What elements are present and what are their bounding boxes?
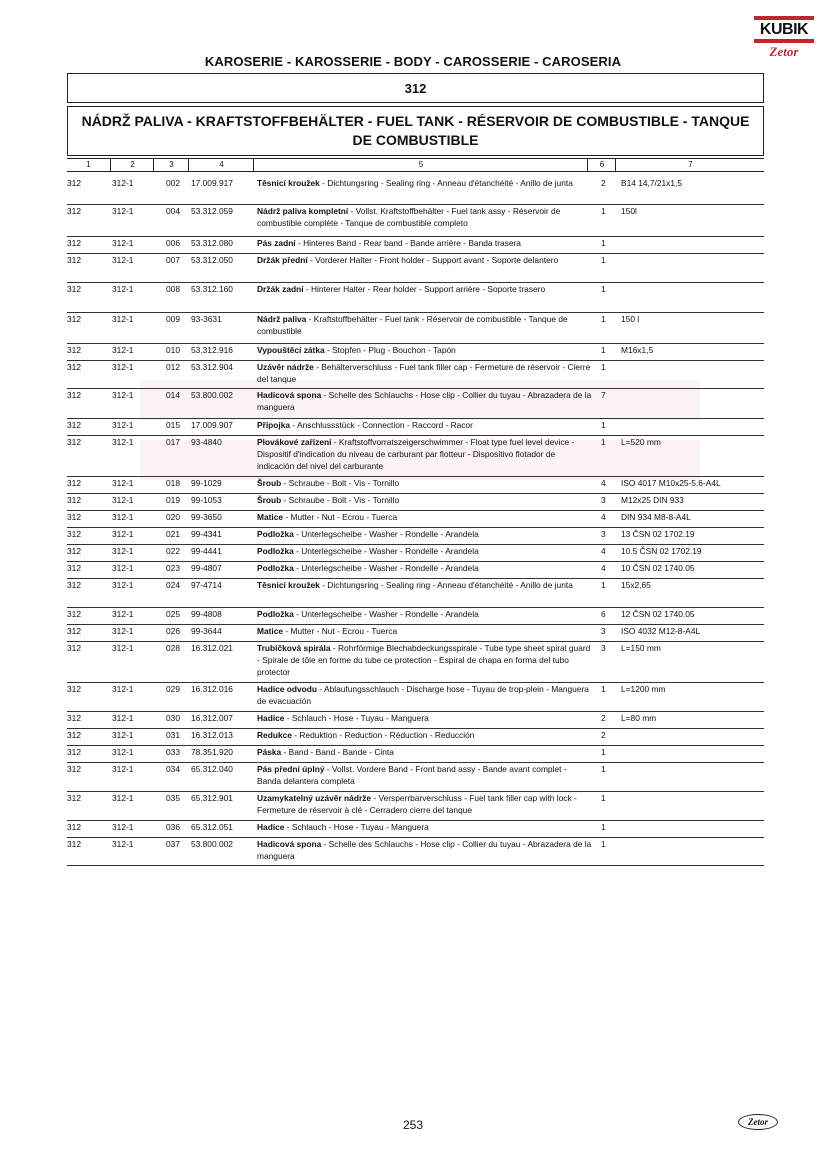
cell-quantity: 1 <box>601 362 606 372</box>
cell-note: L=80 mm <box>621 713 657 723</box>
cell-c1: 312 <box>67 206 81 216</box>
group-number-box <box>67 73 764 103</box>
cell-description <box>257 625 593 637</box>
description-translations: - Vollst. Vordere Band - Front band assy - Bande avant complet - Banda delantera completa <box>257 764 567 786</box>
description-translations: - Stopfen - Plug - Bouchon - Tapón <box>324 345 456 355</box>
col-header-7: 7 <box>615 159 765 171</box>
cell-quantity: 4 <box>601 546 606 556</box>
cell-quantity: 1 <box>601 206 606 216</box>
description-czech: Uzávěr nádrže <box>257 362 314 372</box>
cell-quantity: 1 <box>601 314 606 324</box>
cell-description <box>257 254 593 266</box>
cell-c2: 312-1 <box>112 255 134 265</box>
cell-note: 12 ČSN 02 1740.05 <box>621 609 695 619</box>
description-czech: Těsnicí kroužek <box>257 580 320 590</box>
cell-c4: 65.312.901 <box>191 793 233 803</box>
table-row <box>67 578 764 608</box>
cell-c2: 312-1 <box>112 437 134 447</box>
cell-c2: 312-1 <box>112 643 134 653</box>
cell-c3: 008 <box>166 284 180 294</box>
cell-c4: 16.312.016 <box>191 684 233 694</box>
cell-c1: 312 <box>67 345 81 355</box>
cell-note: 13 ČSN 02 1702.19 <box>621 529 695 539</box>
cell-c4: 97-4714 <box>191 580 222 590</box>
description-czech: Hadice <box>257 713 285 723</box>
cell-c3: 012 <box>166 362 180 372</box>
table-row <box>67 820 764 838</box>
description-translations: - Versperrbarverschluss - Fuel tank filler cap with lock - Fermeture de réservoir à clé - Cerradero cierre del tanque <box>257 793 577 815</box>
cell-c4: 99-3644 <box>191 626 222 636</box>
cell-note: 150 l <box>621 314 640 324</box>
cell-quantity: 1 <box>601 793 606 803</box>
cell-c4: 53.312.080 <box>191 238 233 248</box>
cell-description <box>257 562 593 574</box>
cell-c2: 312-1 <box>112 730 134 740</box>
description-czech: Držák přední <box>257 255 308 265</box>
description-translations: - Rohrförmige Blechabdeckungsspirale - Tube type sheet spiral guard - Spirale de tôle en forme du tube ce protection - Espiral de chapa en forma del tubo protector <box>257 643 591 677</box>
description-translations: - Dichtungsring - Sealing ring - Anneau d'étanchéité - Anillo de junta <box>319 178 573 188</box>
cell-c3: 019 <box>166 495 180 505</box>
cell-c3: 024 <box>166 580 180 590</box>
description-translations: - Vorderer Halter - Front holder - Support avant - Soporte delantero <box>307 255 559 265</box>
cell-c3: 018 <box>166 478 180 488</box>
description-translations: - Schelle des Schlauchs - Hose clip - Collier du tuyau - Abrazadera de la manguera <box>257 839 592 861</box>
cell-c2: 312-1 <box>112 563 134 573</box>
cell-c3: 036 <box>166 822 180 832</box>
cell-description <box>257 838 593 862</box>
cell-c2: 312-1 <box>112 390 134 400</box>
description-czech: Nádrž paliva <box>257 314 307 324</box>
table-row <box>67 641 764 683</box>
cell-c2: 312-1 <box>112 362 134 372</box>
cell-c2: 312-1 <box>112 238 134 248</box>
cell-c4: 99-1029 <box>191 478 222 488</box>
cell-c2: 312-1 <box>112 529 134 539</box>
description-czech: Hadicová spona <box>257 390 322 400</box>
table-row <box>67 253 764 283</box>
cell-c2: 312-1 <box>112 206 134 216</box>
table-row <box>67 527 764 545</box>
cell-description <box>257 511 593 523</box>
cell-c2: 312-1 <box>112 609 134 619</box>
cell-description <box>257 313 593 337</box>
col-header-6: 6 <box>587 159 616 171</box>
cell-c3: 017 <box>166 437 180 447</box>
table-row <box>67 745 764 763</box>
table-row <box>67 360 764 389</box>
table-row <box>67 624 764 642</box>
description-translations: - Schlauch - Hose - Tuyau - Manguera <box>284 822 429 832</box>
section-title: NÁDRŽ PALIVA - KRAFTSTOFFBEHÄLTER - FUEL TANK - RÉSERVOIR DE COMBUSTIBLE - TANQUE DE COMBUSTIBLE <box>81 113 750 148</box>
col-header-1: 1 <box>86 160 91 169</box>
cell-description <box>257 792 593 816</box>
description-czech: Plovákové zařízení <box>257 437 332 447</box>
description-translations: - Kraftstoffvorratszeigerschwimmer - Float type fuel level device - Dispositif d'indication du niveau de carburant par flotteur - Dispositivo flotador de indicación del nivel del carburante <box>257 437 575 471</box>
cell-description <box>257 528 593 540</box>
cell-c1: 312 <box>67 839 81 849</box>
description-translations: - Hinterer Halter - Rear holder - Support arrière - Soporte trasero <box>303 284 546 294</box>
cell-note: L=520 mm <box>621 437 661 447</box>
table-row <box>67 510 764 528</box>
cell-description <box>257 683 593 707</box>
cell-quantity: 1 <box>601 684 606 694</box>
cell-c1: 312 <box>67 546 81 556</box>
cell-description <box>257 821 593 833</box>
cell-c3: 037 <box>166 839 180 849</box>
cell-c4: 65.312.051 <box>191 822 233 832</box>
cell-description <box>257 763 593 787</box>
description-czech: Těsnicí kroužek <box>257 178 320 188</box>
cell-c4: 53.800.002 <box>191 390 233 400</box>
cell-description <box>257 712 593 724</box>
cell-c2: 312-1 <box>112 512 134 522</box>
description-translations: - Ablaufungsschlauch - Discharge hose - Tuyau de trop-plein - Manguera de evacuación <box>257 684 589 706</box>
cell-quantity: 1 <box>601 747 606 757</box>
description-czech: Šroub <box>257 495 282 505</box>
cell-c1: 312 <box>67 730 81 740</box>
cell-c1: 312 <box>67 437 81 447</box>
description-czech: Vypouštěcí zátka <box>257 345 325 355</box>
description-translations: - Unterlegscheibe - Washer - Rondelle - Arandela <box>293 529 479 539</box>
cell-quantity: 3 <box>601 643 606 653</box>
cell-c3: 034 <box>166 764 180 774</box>
description-translations: - Schraube - Bolt - Vis - Tornillo <box>281 495 400 505</box>
description-czech: Hadicová spona <box>257 839 322 849</box>
cell-c3: 010 <box>166 345 180 355</box>
cell-c1: 312 <box>67 495 81 505</box>
cell-quantity: 1 <box>601 255 606 265</box>
cell-note: M12x25 DIN 933 <box>621 495 684 505</box>
cell-description <box>257 494 593 506</box>
description-translations: - Unterlegscheibe - Washer - Rondelle - Arandela <box>293 609 479 619</box>
cell-quantity: 1 <box>601 839 606 849</box>
cell-c4: 99-4341 <box>191 529 222 539</box>
cell-quantity: 7 <box>601 390 606 400</box>
cell-c2: 312-1 <box>112 747 134 757</box>
table-row <box>67 561 764 579</box>
cell-note: ISO 4032 M12-8-A4L <box>621 626 701 636</box>
description-czech: Podložka <box>257 546 294 556</box>
table-row <box>67 791 764 821</box>
table-row <box>67 388 764 419</box>
description-czech: Přípojka <box>257 420 291 430</box>
cell-description <box>257 608 593 620</box>
description-czech: Matice <box>257 626 284 636</box>
cell-c2: 312-1 <box>112 626 134 636</box>
cell-note: M16x1,5 <box>621 345 654 355</box>
description-translations: - Mutter - Nut - Ecrou - Tuerca <box>283 626 398 636</box>
cell-description <box>257 642 593 678</box>
cell-c1: 312 <box>67 747 81 757</box>
cell-description <box>257 389 593 413</box>
cell-quantity: 1 <box>601 822 606 832</box>
cell-quantity: 4 <box>601 563 606 573</box>
cell-c1: 312 <box>67 684 81 694</box>
cell-c1: 312 <box>67 764 81 774</box>
description-czech: Hadice <box>257 822 285 832</box>
cell-c1: 312 <box>67 284 81 294</box>
cell-c4: 78.351.920 <box>191 747 233 757</box>
cell-description <box>257 545 593 557</box>
table-row <box>67 282 764 313</box>
description-translations: - Behälterverschluss - Fuel tank filler cap - Fermeture de réservoir - Cierre del tanque <box>257 362 591 384</box>
logo-sub: Zetor <box>769 44 799 59</box>
table-row <box>67 476 764 494</box>
table-row <box>67 312 764 344</box>
cell-quantity: 1 <box>601 437 606 447</box>
cell-c2: 312-1 <box>112 314 134 324</box>
table-row <box>67 607 764 625</box>
cell-c1: 312 <box>67 529 81 539</box>
description-czech: Hadice odvodu <box>257 684 318 694</box>
cell-description <box>257 579 593 591</box>
cell-quantity: 2 <box>601 713 606 723</box>
cell-c1: 312 <box>67 643 81 653</box>
cell-c1: 312 <box>67 626 81 636</box>
table-row <box>67 728 764 746</box>
description-czech: Trubičková spirála <box>257 643 331 653</box>
cell-c4: 53.312.904 <box>191 362 233 372</box>
cell-c4: 99-3650 <box>191 512 222 522</box>
cell-c1: 312 <box>67 314 81 324</box>
cell-c3: 009 <box>166 314 180 324</box>
cell-c1: 312 <box>67 362 81 372</box>
cell-c3: 014 <box>166 390 180 400</box>
cell-quantity: 3 <box>601 626 606 636</box>
cell-c4: 16.312.021 <box>191 643 233 653</box>
cell-c3: 028 <box>166 643 180 653</box>
cell-quantity: 2 <box>601 730 606 740</box>
cell-quantity: 4 <box>601 512 606 522</box>
cell-note: 150l <box>621 206 637 216</box>
cell-c3: 007 <box>166 255 180 265</box>
cell-c1: 312 <box>67 238 81 248</box>
cell-c4: 93-3631 <box>191 314 222 324</box>
zetor-footer-logo: Zetor <box>738 1114 778 1130</box>
cell-note: L=150 mm <box>621 643 661 653</box>
cell-quantity: 1 <box>601 284 606 294</box>
cell-c4: 53.312.916 <box>191 345 233 355</box>
cell-c4: 17.009.917 <box>191 178 233 188</box>
description-czech: Podložka <box>257 609 294 619</box>
cell-description <box>257 177 593 189</box>
description-czech: Držák zadní <box>257 284 304 294</box>
cell-quantity: 1 <box>601 238 606 248</box>
cell-c2: 312-1 <box>112 178 134 188</box>
table-row <box>67 762 764 792</box>
cell-description <box>257 477 593 489</box>
cell-c4: 53.312.160 <box>191 284 233 294</box>
cell-c3: 015 <box>166 420 180 430</box>
cell-c4: 99-4808 <box>191 609 222 619</box>
cell-c3: 006 <box>166 238 180 248</box>
description-translations: - Unterlegscheibe - Washer - Rondelle - Arandela <box>293 563 479 573</box>
description-translations: - Schelle des Schlauchs - Hose clip - Collier du tuyau - Abrazadera de la manguera <box>257 390 592 412</box>
description-czech: Redukce <box>257 730 292 740</box>
cell-note: DIN 934 M8-8-A4L <box>621 512 691 522</box>
description-czech: Podložka <box>257 529 294 539</box>
cell-c3: 030 <box>166 713 180 723</box>
description-translations: - Vollst. Kraftstoffbehälter - Fuel tank assy - Réservoir de combustible complète - Tanque de combustible completo <box>257 206 561 228</box>
cell-c2: 312-1 <box>112 839 134 849</box>
cell-quantity: 3 <box>601 529 606 539</box>
cell-description <box>257 436 593 472</box>
cell-c3: 033 <box>166 747 180 757</box>
cell-c2: 312-1 <box>112 284 134 294</box>
cell-c3: 035 <box>166 793 180 803</box>
cell-description <box>257 746 593 758</box>
description-translations: - Band - Band - Bande - Cinta <box>281 747 394 757</box>
cell-c3: 029 <box>166 684 180 694</box>
description-translations: - Mutter - Nut - Ecrou - Tuerca <box>283 512 398 522</box>
cell-c2: 312-1 <box>112 478 134 488</box>
cell-c4: 93-4840 <box>191 437 222 447</box>
cell-c1: 312 <box>67 390 81 400</box>
description-translations: - Reduktion - Reduction - Réduction - Reducción <box>291 730 475 740</box>
cell-c4: 53.800.002 <box>191 839 233 849</box>
table-row <box>67 711 764 729</box>
description-czech: Matice <box>257 512 284 522</box>
description-translations: - Schraube - Bolt - Vis - Tornillo <box>281 478 400 488</box>
cell-c2: 312-1 <box>112 764 134 774</box>
cell-c3: 025 <box>166 609 180 619</box>
cell-note: L=1200 mm <box>621 684 666 694</box>
cell-c2: 312-1 <box>112 793 134 803</box>
cell-c1: 312 <box>67 793 81 803</box>
col-header-2: 2 <box>110 159 154 171</box>
description-translations: - Kraftstoffbehälter - Fuel tank - Réservoir de combustible - Tanque de combustible <box>257 314 568 336</box>
cell-c3: 026 <box>166 626 180 636</box>
cell-c1: 312 <box>67 512 81 522</box>
cell-c4: 17.009.907 <box>191 420 233 430</box>
cell-c4: 99-1053 <box>191 495 222 505</box>
description-czech: Pás zadní <box>257 238 296 248</box>
cell-c1: 312 <box>67 822 81 832</box>
logo-brand: KUBIK <box>759 21 809 38</box>
cell-note: 10.5 ČSN 02 1702.19 <box>621 546 702 556</box>
cell-quantity: 1 <box>601 420 606 430</box>
cell-description <box>257 361 593 385</box>
cell-c2: 312-1 <box>112 580 134 590</box>
description-translations: - Schlauch - Hose - Tuyau - Manguera <box>284 713 429 723</box>
description-czech: Pás přední úplný <box>257 764 325 774</box>
cell-c4: 99-4441 <box>191 546 222 556</box>
description-czech: Šroub <box>257 478 282 488</box>
cell-c4: 16.312.007 <box>191 713 233 723</box>
cell-c1: 312 <box>67 713 81 723</box>
table-row <box>67 682 764 712</box>
table-row <box>67 236 764 254</box>
cell-c3: 021 <box>166 529 180 539</box>
cell-c2: 312-1 <box>112 822 134 832</box>
table-row <box>67 493 764 511</box>
group-number: 312 <box>404 80 427 96</box>
cell-description <box>257 237 593 249</box>
cell-c4: 99-4807 <box>191 563 222 573</box>
cell-quantity: 6 <box>601 609 606 619</box>
cell-c3: 002 <box>166 178 180 188</box>
table-row <box>67 544 764 562</box>
cell-c1: 312 <box>67 420 81 430</box>
cell-quantity: 1 <box>601 764 606 774</box>
cell-c3: 004 <box>166 206 180 216</box>
cell-quantity: 3 <box>601 495 606 505</box>
cell-description <box>257 283 593 295</box>
cell-c1: 312 <box>67 255 81 265</box>
cell-quantity: 2 <box>601 178 606 188</box>
cell-c4: 53.312.050 <box>191 255 233 265</box>
description-translations: - Anschlussstück - Connection - Raccord - Racor <box>290 420 473 430</box>
description-czech: Uzamykatelný uzávěr nádrže <box>257 793 372 803</box>
cell-c3: 023 <box>166 563 180 573</box>
cell-description <box>257 344 593 356</box>
cell-c2: 312-1 <box>112 546 134 556</box>
cell-c4: 65.312.040 <box>191 764 233 774</box>
table-row <box>67 837 764 866</box>
cell-quantity: 1 <box>601 345 606 355</box>
description-translations: - Hinteres Band - Rear band - Bande arrière - Banda trasera <box>295 238 521 248</box>
table-row <box>67 343 764 361</box>
cell-c1: 312 <box>67 580 81 590</box>
cell-c1: 312 <box>67 178 81 188</box>
cell-c1: 312 <box>67 563 81 573</box>
cell-c4: 53.312.059 <box>191 206 233 216</box>
section-title-box <box>67 106 764 156</box>
cell-quantity: 4 <box>601 478 606 488</box>
description-czech: Nádrž paliva kompletní <box>257 206 349 216</box>
cell-description <box>257 729 593 741</box>
description-czech: Páska <box>257 747 282 757</box>
cell-note: ISO 4017 M10x25-5.6-A4L <box>621 478 721 488</box>
cell-c2: 312-1 <box>112 713 134 723</box>
description-translations: - Unterlegscheibe - Washer - Rondelle - Arandela <box>293 546 479 556</box>
cell-c2: 312-1 <box>112 495 134 505</box>
table-row <box>67 435 764 477</box>
page-header: KAROSERIE - KAROSSERIE - BODY - CAROSSERIE - CAROSERIA <box>204 54 622 69</box>
cell-c2: 312-1 <box>112 684 134 694</box>
cell-c1: 312 <box>67 609 81 619</box>
column-headers <box>67 158 764 172</box>
cell-quantity: 1 <box>601 580 606 590</box>
cell-note: 10 ČSN 02 1740.05 <box>621 563 695 573</box>
cell-description <box>257 419 593 431</box>
cell-description <box>257 205 593 229</box>
col-header-3: 3 <box>153 159 189 171</box>
description-czech: Podložka <box>257 563 294 573</box>
description-translations: - Dichtungsring - Sealing ring - Anneau d'étanchéité - Anillo de junta <box>319 580 573 590</box>
table-row <box>67 418 764 436</box>
cell-c3: 031 <box>166 730 180 740</box>
col-header-4: 4 <box>188 159 254 171</box>
cell-note: B14 14,7/21x1,5 <box>621 178 683 188</box>
table-row <box>67 204 764 237</box>
cell-c2: 312-1 <box>112 420 134 430</box>
cell-c3: 020 <box>166 512 180 522</box>
cell-c4: 16.312.013 <box>191 730 233 740</box>
table-row <box>67 176 764 205</box>
page-number: 253 <box>402 1118 424 1132</box>
col-header-5: 5 <box>253 159 588 171</box>
cell-c2: 312-1 <box>112 345 134 355</box>
cell-note: 15x2,65 <box>621 580 651 590</box>
cell-c3: 022 <box>166 546 180 556</box>
cell-c1: 312 <box>67 478 81 488</box>
